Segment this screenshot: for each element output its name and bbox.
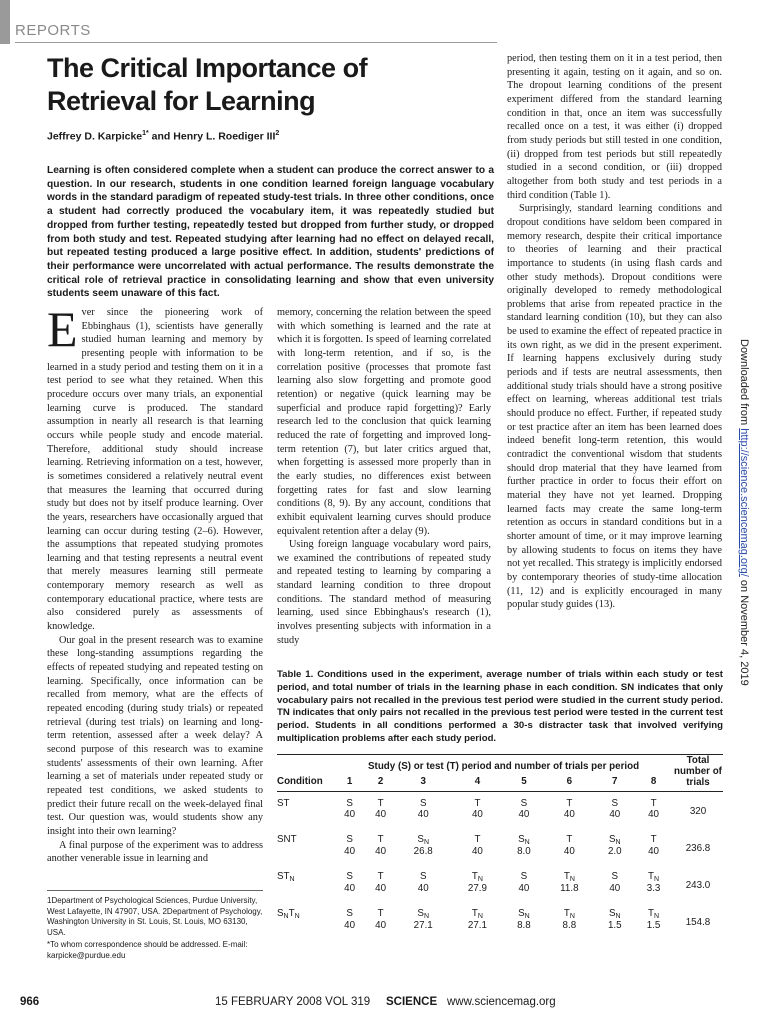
body-paragraph: Using foreign language vocabulary word pairs, we examined the contributions of repeated study and repeated testing to learning by comparing a standard learning condition to three dropout conditions. The standard method of measuring learning, used since Ebbinghaus's research (1), involves presenting subjects with information in a study [277, 539, 491, 646]
trial-count: 27.1 [467, 919, 487, 931]
trial-count: 8.0 [517, 845, 531, 857]
period-type: $T_N$ [563, 907, 575, 920]
period-number: 8 [634, 776, 673, 792]
trial-count: 27.9 [467, 882, 487, 894]
body-paragraph: period, then testing them on it in a test period, then presenting it again, testing on it again, and so on. The dropout learning conditions of the present experiment differed from the standard learning condition in that, once an item was successfully recalled once on a test, it was either (i) dropped from study periods but still tested in one condition, (ii) dropped from test periods but still repeatedly studied in a second condition, or (iii) dropped altogether from both study and test periods in a third condition (Table 1). [507, 53, 722, 201]
period-type: S [346, 797, 353, 809]
trial-count: 40 [344, 808, 356, 820]
period-number: 2 [365, 776, 396, 792]
trial-count: 40 [609, 808, 621, 820]
body-column-1 [47, 301, 263, 866]
trial-count: 40 [518, 882, 530, 894]
author-line: Jeffrey D. Karpicke$^{1*}$ and Henry L. Roediger III$^2$ [47, 130, 280, 143]
period-type: $S_N$ [417, 907, 430, 920]
period-type: T [474, 797, 481, 809]
period-type: $S_N$ [518, 833, 530, 846]
period-type: S [346, 908, 353, 920]
trial-count: 3.3 [646, 882, 661, 894]
period-type: S [419, 871, 427, 883]
table-row-counts [277, 846, 723, 857]
period-type: $T_N$ [563, 870, 575, 883]
trial-count: 40 [375, 882, 387, 894]
issue-info: 15 FEBRUARY 2008 VOL 319 [215, 996, 371, 1008]
table-row [277, 820, 723, 846]
trial-count: 40 [471, 845, 483, 857]
period-type: T [377, 871, 384, 883]
trial-count: 40 [375, 808, 387, 820]
period-type: S [346, 834, 353, 846]
trial-count: 40 [344, 882, 356, 894]
trial-count: 40 [417, 882, 429, 894]
trial-count: 2.0 [607, 845, 622, 857]
total-trials: 236.8 [685, 842, 711, 854]
period-type: $S_N$ [608, 907, 621, 920]
correspondence-note: *To whom correspondence should be addressed. E-mail: karpicke@purdue.edu [47, 940, 248, 960]
conditions-table [277, 754, 723, 931]
trial-count: 40 [648, 845, 660, 857]
period-type: S [419, 797, 427, 809]
period-type: S [346, 871, 353, 883]
condition-label: SNT [277, 833, 297, 845]
intro-paragraph: Ever since the pioneering work of Ebbinghaus (1), scientists have generally studied human learning and memory by presenting people with information to be learned in a study period and testing them on it in a test period to see what they retained. When this procedure occurs over many trials, an exponential learning curve is produced. The standard assumption in nearly all research is that learning occurs while people study and encode material. Therefore, additional study should increase learning. Retrieving information on a test, however, is sometimes considered a relatively neutral event that measures the learning that occurred during study but does not by itself produce learning. Over the years, researchers have occasionally argued that learning can occur during testing (2–6). However, the assumptions that repeated studying promotes learning and that testing represents a neutral event that merely measures learning still permeate contemporary memory research as well as contemporary educational practice, where tests are also considered purely as assessments of knowledge. [47, 301, 263, 633]
period-type: T [377, 908, 384, 920]
trial-count: 40 [375, 845, 387, 857]
download-notice: Downloaded from http://science.sciencemag.org/ on November 4, 2019 [738, 339, 750, 686]
trial-count: 8.8 [562, 919, 577, 931]
trial-count: 27.1 [413, 919, 433, 931]
period-type: T [566, 834, 573, 846]
period-type: S [520, 797, 528, 809]
drop-cap: E [47, 301, 78, 357]
body-column-2 [277, 306, 491, 647]
period-type: $T_N$ [648, 907, 660, 920]
trial-count: 26.8 [413, 845, 433, 857]
total-trials: 243.0 [685, 879, 711, 891]
period-type: $T_N$ [471, 907, 483, 920]
condition-label: ST [277, 797, 290, 809]
table-row-counts [277, 920, 723, 931]
section-bar [0, 0, 10, 44]
article-title: The Critical Importance of Retrieval for Learning [47, 53, 368, 116]
trial-count: 40 [344, 845, 356, 857]
period-type: T [650, 834, 657, 846]
total-trials: 154.8 [685, 916, 711, 928]
page-footer [0, 996, 768, 1012]
trial-count: 40 [609, 882, 621, 894]
period-number: 4 [450, 776, 504, 792]
period-type: T [377, 834, 384, 846]
trial-count: 11.8 [560, 882, 579, 894]
period-type: $T_N$ [648, 870, 660, 883]
trial-count: 1.5 [607, 919, 622, 931]
period-type: $T_N$ [471, 870, 483, 883]
period-type: $S_N$ [518, 907, 530, 920]
body-paragraph: memory, concerning the relation between the speed with which something is learned and the rate at which it is forgotten. Is speed of learning correlated with long-term retention, and if so, is the correlation positive (processes that promote fast learning also slow forgetting and promote good retention) or negative (quick learning may be superficial and produce rapid forgetting)? Early research led to the conclusion that quick learning reduced the rate of forgetting and improved long-term retention (7), but later critics argued that, when forgetting is assessed more properly than in the early studies, no differences exist between forgetting rates for fast and slow learning conditions (8, 9). By any account, conditions that exhibit equivalent learning curves should produce equivalent retention after a delay (9). [277, 307, 491, 537]
table-row [277, 894, 723, 920]
period-type: $S_N$ [417, 833, 430, 846]
trial-count: 40 [375, 919, 387, 931]
body-paragraph: Our goal in the present research was to examine these long-standing assumptions regarding the effects of repeated studying and repeated testing on learning. Specifically, once information can be recalled from memory, what are the effects of repeated encoding (during study trials) or repeated retrieval (during test trials) on learning and long-term retention, assessed after a week delay? A second purpose of this research was to examine students' assessments of their own learning. After learning a set of materials under repeated study or repeated test conditions, we asked students to predict their future recall on the week-delayed final test. Our question was, would students show any insight into their own learning? [47, 634, 263, 837]
condition-label: $ST_N$ [277, 870, 295, 883]
condition-label: $S_NT_N$ [277, 907, 300, 920]
table-1 [277, 669, 723, 931]
body-paragraph: A final purpose of the experiment was to address another venerable issue in learning and [47, 839, 263, 865]
footnote-rule [47, 890, 263, 891]
trial-count: 40 [417, 808, 429, 820]
period-number: 5 [505, 776, 544, 792]
period-type: S [611, 797, 619, 809]
period-type: T [377, 797, 384, 809]
table-row [277, 791, 723, 809]
period-type: $S_N$ [608, 833, 621, 846]
download-link[interactable]: http://science.sciencemag.org/ [738, 428, 750, 577]
period-number: 1 [334, 776, 365, 792]
trial-count: 40 [344, 919, 356, 931]
total-trials: 320 [689, 805, 707, 817]
period-number: 7 [595, 776, 634, 792]
trial-count: 40 [563, 845, 575, 857]
period-type: T [474, 834, 481, 846]
body-column-3 [507, 52, 722, 612]
affiliation-note: 1Department of Psychological Sciences, Purdue University, West Lafayette, IN 47907, USA. 2Department of Psychology, Washington University in St. Louis, St. Louis, MO 63130, USA. [47, 896, 263, 937]
trial-count: 40 [518, 808, 530, 820]
total-header: Total number of trials [673, 754, 723, 791]
period-type: T [566, 797, 573, 809]
body-paragraph: Surprisingly, standard learning conditions and dropout conditions have seldom been compared in memory research, despite their critical importance to theories of learning and their practical importance to students (in using flash cards and other study methods). Dropout conditions were originally developed to remedy methodological problems that arise from repeated practice in the standard learning condition (10), but they can also be used to examine the effect of repeated practice in its own right, as we did in the present experiment. If learning happens exclusively during study periods and if tests are neutral assessments, then additional study trials should have a strong positive effect on learning, whereas additional test trials should produce no effect. Further, if repeated study or test practice after an item has been learned does indeed benefit long-term retention, this would contradict the conventional wisdom that students should drop material that they have learned from further practice in order to focus their effort on material they have not yet learned. Dropping learned facts may create the same long-term retention as occurs in standard conditions but in a shorter amount of time, or it may improve learning by allowing students to focus on items they have not yet recalled. This strategy is implicitly endorsed by contemporary theories of study-time allocation (11, 12) and is explicitly encouraged in many popular study guides (13). [507, 203, 722, 611]
period-number: 3 [396, 776, 450, 792]
condition-header: Condition [277, 754, 334, 791]
trial-count: 40 [471, 808, 483, 820]
period-number: 6 [543, 776, 595, 792]
section-rule [15, 42, 497, 43]
table-row-counts [277, 809, 723, 820]
journal-name: SCIENCE [386, 996, 438, 1008]
footnotes [47, 896, 263, 964]
period-type: S [611, 871, 619, 883]
period-type: T [650, 797, 657, 809]
period-type: S [520, 871, 528, 883]
table-row [277, 857, 723, 883]
trial-count: 40 [648, 808, 660, 820]
trial-count: 40 [563, 808, 575, 820]
table-row-counts [277, 883, 723, 894]
abstract: Learning is often considered complete when a student can produce the correct answer to a question. In our research, students in one condition learned foreign language vocabulary words in the standard paradigm of repeated study-test trials. In three other conditions, once a student had correctly produced the vocabulary item, it was repeatedly studied but dropped from further testing, repeatedly tested but dropped from further study, or dropped from both study and test. Repeated studying after learning had no effect on delayed recall, but repeated testing produced a large positive effect. In addition, students' predictions of their performance were uncorrelated with actual performance. The results demonstrate the critical role of retrieval practice in consolidating learning and show that even university students seem unaware of this fact. [47, 165, 494, 300]
journal-website[interactable]: www.sciencemag.org [447, 996, 556, 1008]
trial-count: 8.8 [517, 919, 531, 931]
page-number: 966 [20, 996, 40, 1008]
table-caption: Table 1. Conditions used in the experiment, average number of trials within each study or test period, and total number of trials in the learning phase in each condition. SN indicates that only vocabulary pairs not recalled in the previous test period were studied in the current study period. TN indicates that only pairs not recalled in the previous test period were tested in the current test period. Students in all conditions performed a 30-s distracter task that involved verifying multiplication problems after each study period. [277, 669, 723, 744]
period-group-header: Study (S) or test (T) period and number of trials per period [334, 754, 673, 776]
trial-count: 1.5 [646, 919, 661, 931]
section-label: REPORTS [15, 22, 91, 39]
